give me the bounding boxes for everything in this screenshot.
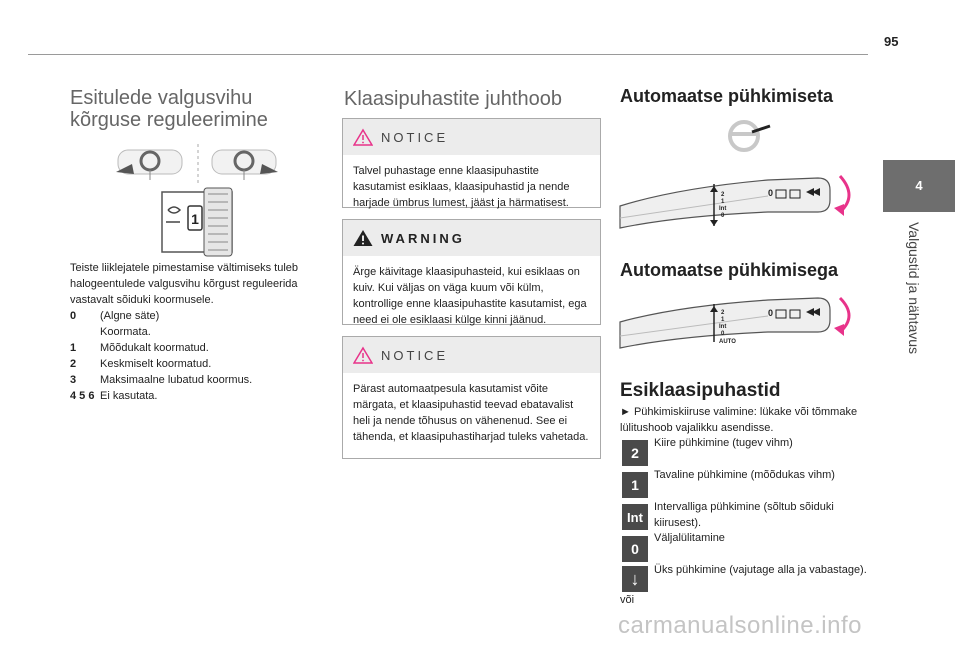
load-positions-list <box>70 308 320 404</box>
speed-normal-icon: 1 <box>622 472 648 498</box>
warning-text-dry: Ärge käivitage klaasipuhasteid, kui esiklaas on kuiv. Kui väljas on väga kuum või külm, kontrollige enne klaasipuhastite kasutamist, ega need ei ole esiklaasi külge kinni jäänud. <box>353 266 587 326</box>
headlamp-title <box>70 87 320 131</box>
speed-interval-text: Intervalliga pühkimine (sõltub sõiduki kiirusest). <box>654 501 834 529</box>
list-item: 0 (Algne säte) <box>70 310 160 322</box>
heading-windscreen-wipers: Esiklaasipuhastid <box>620 380 781 401</box>
car-front-light-low-icon <box>116 150 182 180</box>
svg-text:0: 0 <box>768 188 774 198</box>
list-item: 2 Keskmiselt koormatud. <box>70 358 212 370</box>
headlamp-intro: Teiste liiklejatele pimestamise vältimiseks tuleb halogeentulede valgusvihu kõrgust reguleerida vastavalt sõiduki koormusele. <box>70 262 299 306</box>
single-wipe-text: Üks pühkimine (vajutage alla ja vabastage). <box>654 564 867 576</box>
caution-triangle-icon <box>353 128 373 146</box>
chapter-title: Valgustid ja nähtavus <box>906 222 922 355</box>
heading-auto-wipe: Automaatse pühkimisega <box>620 260 839 280</box>
wiper-speed-intro: ► Pühkimiskiiruse valimine: lükake või tõmmake lülitushoob vajalikku asendisse. <box>620 406 858 434</box>
notice-label: NOTICE <box>381 129 449 145</box>
top-divider <box>28 54 868 55</box>
steering-wheel-icon <box>724 118 772 154</box>
notice-label: NOTICE <box>381 347 449 363</box>
list-item: 1 Mõõdukalt koormatud. <box>70 342 209 354</box>
stalk-mark: AUTO <box>719 339 736 345</box>
or-text: või <box>620 594 635 606</box>
list-item: Koormata. <box>100 326 151 338</box>
wiper-stalk-auto-illustration <box>618 292 858 354</box>
speed-normal-text: Tavaline pühkimine (mõõdukas vihm) <box>654 469 835 481</box>
stalk-mark: Int <box>719 324 727 330</box>
notice-box-winter <box>342 118 601 208</box>
page-number: 95 <box>884 34 899 49</box>
caution-triangle-icon <box>353 346 373 364</box>
list-item: 4 5 6 Ei kasutata. <box>70 390 158 402</box>
headlamp-title-line2: kõrguse reguleerimine <box>70 109 268 131</box>
speed-off-text: Väljalülitamine <box>654 532 725 544</box>
speed-fast-icon: 2 <box>622 440 648 466</box>
wiper-stalk-illustration <box>618 166 858 244</box>
speed-interval-icon: Int <box>622 504 648 530</box>
stalk-mark: Int <box>719 206 727 212</box>
stalk-mark: 2 <box>721 310 725 316</box>
list-item: 3 Maksimaalne lubatud koormus. <box>70 374 253 386</box>
notice-box-carwash <box>342 336 601 459</box>
wiper-stalk-title: Klaasipuhastite juhthoob <box>344 88 562 110</box>
chapter-tab[interactable]: 4 <box>883 160 955 212</box>
warning-label: WARNING <box>381 230 465 246</box>
svg-text:0: 0 <box>768 308 774 318</box>
stalk-mark: 1 <box>721 199 725 205</box>
single-wipe-arrow-icon: ↓ <box>622 566 648 592</box>
adjuster-wheel-panel <box>162 188 232 256</box>
notice-text-carwash: Pärast automaatpesula kasutamist võite märgata, et klaasipuhastid teevad ebatavalist heli ja nende tõhusus on vähenenud. See ei tähenda, et klaasipuhastiharjad tuleks vahetada. <box>353 383 589 443</box>
stalk-mark: 1 <box>721 317 725 323</box>
headlamp-title-line1: Esitulede valgusvihu <box>70 87 253 109</box>
warning-triangle-icon <box>353 229 373 247</box>
notice-text-winter: Talvel puhastage enne klaasipuhastite kasutamist esiklaas, klaasipuhastid ja nende harjade ümbrus lumest, jääst ja härmatisest. <box>353 165 570 209</box>
stalk-mark: 0 <box>721 213 725 219</box>
stalk-mark: 0 <box>721 331 725 337</box>
car-front-light-high-icon <box>212 150 278 180</box>
stalk-mark: 2 <box>721 192 725 198</box>
heading-no-auto-wipe: Automaatse pühkimiseta <box>620 86 834 106</box>
headlamp-adjust-illustration <box>112 140 282 258</box>
speed-off-icon: 0 <box>622 536 648 562</box>
wheel-position-label: 1 <box>191 211 199 227</box>
speed-fast-text: Kiire pühkimine (tugev vihm) <box>654 437 793 449</box>
warning-box-dry <box>342 219 601 325</box>
watermark: carmanualsonline.info <box>618 612 862 639</box>
